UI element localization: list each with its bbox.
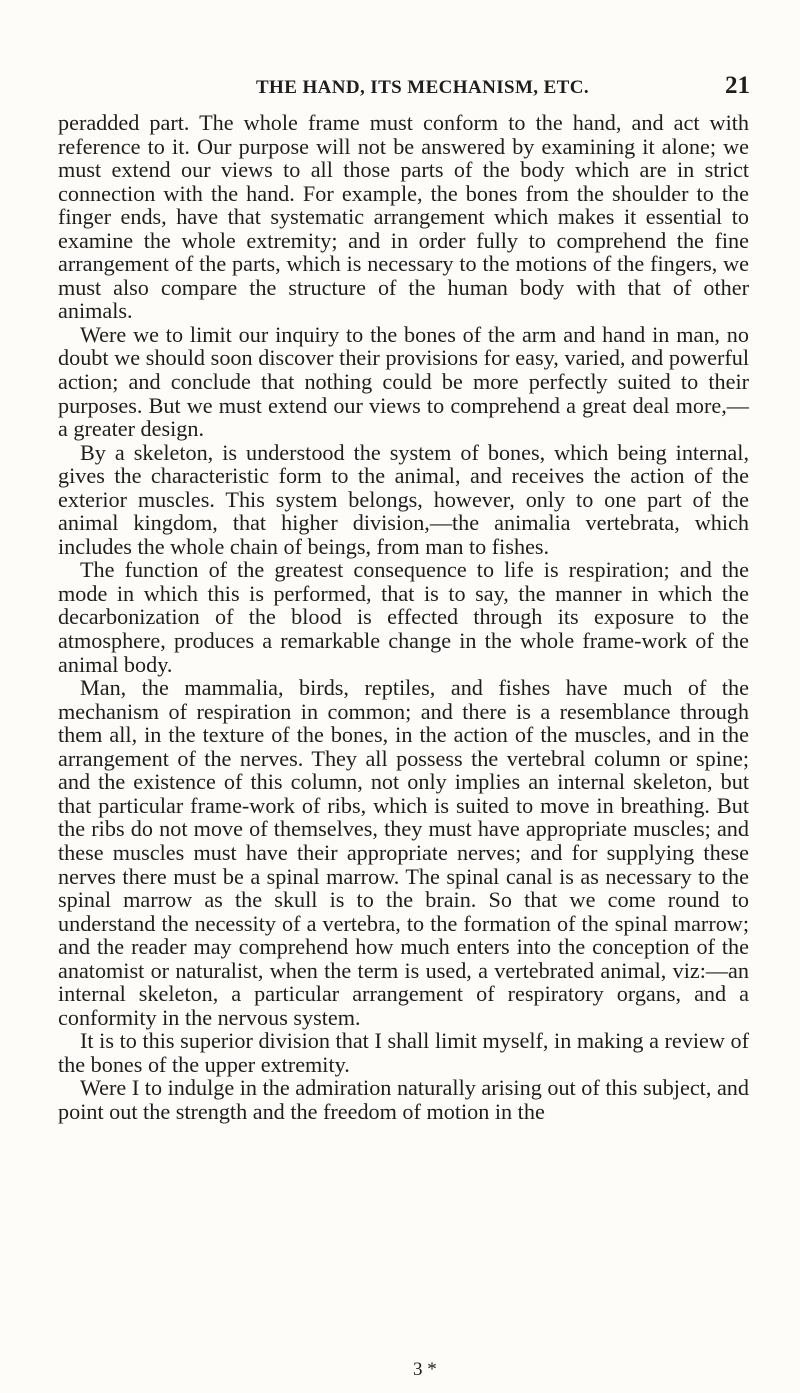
running-title: THE HAND, ITS MECHANISM, ETC. <box>255 77 590 98</box>
paragraph: Were I to indulge in the admiration naturally arising out of this subject, and point out the strength and the freedom of motion in the <box>58 1075 749 1124</box>
paragraph: Man, the mammalia, birds, reptiles, and fishes have much of the mechanism of respiration in common; and there is a resemblance through them all, in the texture of the bones, in the action of the muscles, and in the arrangement of the nerves. They all possess the vertebral column or spine; and the existence of this column, not only implies an internal skeleton, but that particular frame-work of ribs, which is suited to move in breathing. But the ribs do not move of themselves, they must have appropriate muscles; and these muscles must have their appropriate nerves; and for supplying these nerves there must be a spinal marrow. The spinal canal is as necessary to the spinal marrow as the skull is to the brain. So that we come round to understand the necessity of a vertebra, to the formation of the spinal marrow; and the reader may comprehend how much enters into the conception of the anatomist or naturalist, when the term is used, a vertebrated animal, viz:—an internal skeleton, a particular arrangement of respiratory organs, and a conformity in the nervous system. <box>58 675 749 1030</box>
paragraph: peradded part. The whole frame must conform to the hand, and act with reference to it. Our purpose will not be answered by examining it alone; we must extend our views to all those parts of the body which are in strict connection with the hand. For example, the bones from the shoulder to the finger ends, have that systematic arrangement which makes it essential to examine the whole extremity; and in order fully to comprehend the fine arrangement of the parts, which is necessary to the motions of the fingers, we must also compare the structure of the human body with that of other animals. <box>58 110 749 324</box>
paragraph: The function of the greatest consequence to life is respiration; and the mode in which this is performed, that is to say, the manner in which the decarbonization of the blood is effected through its exposure to the atmosphere, produces a remarkable change in the whole frame-work of the animal body. <box>58 557 749 677</box>
paragraph: By a skeleton, is understood the system of bones, which being internal, gives the characteristic form to the animal, and receives the action of the exterior muscles. This system belongs, however, only to one part of the animal kingdom, that higher division,—the animalia vertebrata, which includes the whole chain of beings, from man to fishes. <box>58 439 749 559</box>
body-text <box>58 111 749 1124</box>
signature-mark: 3 * <box>413 1359 437 1380</box>
page-number: 21 <box>725 72 750 99</box>
running-head <box>40 72 750 102</box>
paragraph: Were we to limit our inquiry to the bones of the arm and hand in man, no doubt we should soon discover their provisions for easy, varied, and powerful action; and conclude that nothing could be more perfectly suited to their purposes. But we must extend our views to comprehend a great deal more,—a greater design. <box>58 321 749 442</box>
paragraph: It is to this superior division that I shall limit myself, in making a review of the bones of the upper extremity. <box>58 1028 749 1077</box>
